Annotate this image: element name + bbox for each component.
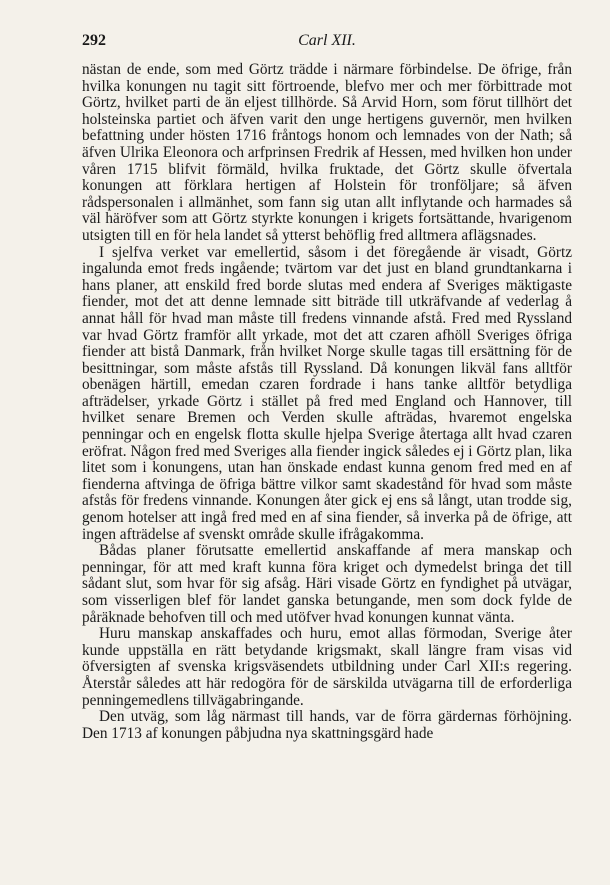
running-title: Carl XII. <box>298 32 356 49</box>
page-number: 292 <box>82 32 106 49</box>
paragraph: Huru manskap anskaffades och huru, emot allas förmodan, Sverige åter kunde uppställa en rätt betydande krigsmakt, skall längre fram visas vid öfversigten af svenska krigsväsendets utbildning under Carl XII:s regering. Återstår således att här redogöra för de särskilda utvägarna till de erforderliga penningemedlens tillvägabringande. <box>82 625 572 709</box>
body-text <box>82 62 572 742</box>
paragraph: Den utväg, som låg närmast till hands, var de förra gärdernas förhöjning. Den 1713 af konungen påbjudna nya skattningsgärd hade <box>82 708 572 742</box>
paragraph: I sjelfva verket var emellertid, såsom i det föregående är visadt, Görtz ingalunda emot freds ingående; tvärtom var det just en bland grundtankarna i hans planer, att enskild fred borde slutas med endera af Sveriges mäktigaste fiender, mot det att denne lemnade sitt biträde till utkräfvande af vederlag å annat håll för hvad man måste till fredens vinnande afstå. Fred med Ryssland var hvad Görtz framför allt yrkade, mot det att czaren afhöll Sveriges öfriga fiender att bistå Danmark, från hvilket Norge skulle tagas till ersättning för de besittningar, som måste afstås till Ryssland. Då konungen likväl fans alltför obenägen härtill, emedan czaren fordrade i hans tanke alltför betydliga afträdelser, yrkade Görtz i stället på fred med England och Hannover, till hvilket senare Bremen och Verden skulle afträdas, hvaremot engelska penningar och en engelsk flotta skulle hjelpa Sverige återtaga allt hvad czaren eröfrat. Någon fred med Sveriges alla fiender ingick således ej i Görtz plan, lika litet som i konungens, utan han önskade endast kunna genom fred med en af fienderna aftvinga de öfriga bättre vilkor samt skadestånd för hvad som måste afstås för fredens vinnande. Konungen åter gick ej ens så långt, utan trodde sig, genom hotelser att ingå fred med en af sina fiender, så inverka på de öfrige, att ingen afträdelse af svenskt område skulle ifrågakomma. <box>82 243 572 543</box>
paragraph: nästan de ende, som med Görtz trädde i närmare förbindelse. De öfrige, från hvilka konungen nu tagit sitt förtroende, blefvo mer och mer förbittrade mot Görtz, hvilket parti de än eljest tillhörde. Så Arvid Horn, som förut tillhört det holsteinska partiet och äfven varit den unge hertigens guvernör, men hvilken befattning under hösten 1716 fråntogs honom och lemnades von der Nath; så äfven Ulrika Eleonora och arfprinsen Fredrik af Hessen, med hvilken hon under våren 1715 blifvit förmäld, hvilka fruktade, det Görtz skulle öfvertala konungen att förklara hertigen af Holstein för tronföljare; så äfven rådspersonalen i allmänhet, som fann sig utan allt inflytande och harmades så väl häröfver som att Görtz styrkte konungen i krigets fortsättande, hvarigenom utsigten till en för hela landet så ytterst behöflig fred alltmera aflägsnades. <box>82 61 572 244</box>
paragraph: Bådas planer förutsatte emellertid anskaffande af mera manskap och penningar, för att med kraft kunna föra kriget och dymedelst bringa det till sådant slut, som hvar för sig afsåg. Häri visade Görtz en fyndighet på utvägar, som visserligen blef för landet ganska betungande, men som dock fylde de påräknade behofven till och med utöfver hvad konungen kunnat vänta. <box>82 542 572 626</box>
running-head <box>82 32 572 54</box>
